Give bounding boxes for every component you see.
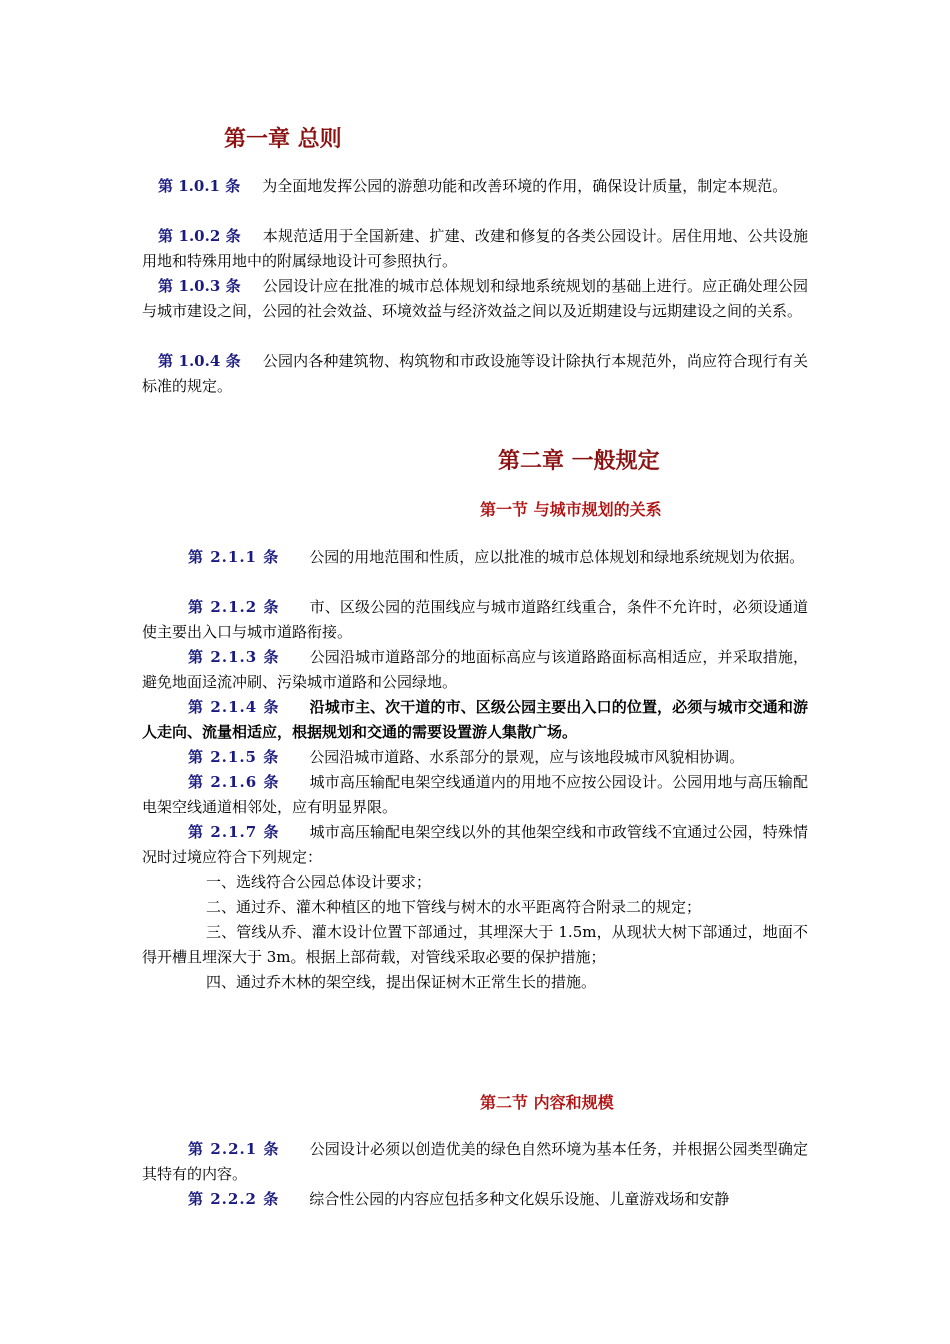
- article-text: 公园的用地范围和性质，应以批准的城市总体规划和绿地系统规划为依据。: [309, 548, 805, 566]
- article-number: 第 2.1.4 条: [188, 698, 280, 716]
- list-item: 三、管线从乔、灌木设计位置下部通过，其埋深大于 1.5m，从现状大树下部通过，地面不得开槽且埋深大于 3m。根据上部荷载，对管线采取必要的保护措施；: [142, 923, 808, 966]
- list-item: 一、选线符合公园总体设计要求；: [206, 873, 432, 891]
- article-number: 第 2.1.5 条: [188, 748, 280, 766]
- article-text: 沿城市主、次干道的市、区级公园主要出入口的位置，必须与城市交通和游人走向、流量相适应，根据规划和交通的需要设置游人集散广场。: [142, 698, 808, 741]
- article-text: 公园设计应在批准的城市总体规划和绿地系统规划的基础上进行。应正确处理公园与城市建设之间，公园的社会效益、环境效益与经济效益之间以及近期建设与远期建设之间的关系。: [142, 277, 808, 320]
- article-number: 第 1.0.2 条: [158, 227, 241, 245]
- article-1-0-4: [142, 349, 808, 399]
- article-text: 为全面地发挥公园的游憩功能和改善环境的作用，确保设计质量，制定本规范。: [262, 177, 788, 195]
- article-2-2-2: [142, 1187, 808, 1212]
- article-number: 第 1.0.1 条: [158, 177, 241, 195]
- article-text: 城市高压输配电架空线通道内的用地不应按公园设计。公园用地与高压输配电架空线通道相邻处，应有明显界限。: [142, 773, 808, 816]
- list-item: 四、通过乔木林的架空线，提出保证树木正常生长的措施。: [206, 973, 597, 991]
- article-2-1-3: [142, 645, 808, 695]
- article-text: 公园设计必须以创造优美的绿色自然环境为基本任务，并根据公园类型确定其特有的内容。: [142, 1140, 808, 1183]
- article-1-0-1: [142, 174, 808, 199]
- article-2-2-1: [142, 1137, 808, 1187]
- article-1-0-2: [142, 224, 808, 274]
- article-number: 第 2.1.2 条: [188, 598, 280, 616]
- article-text: 公园沿城市道路部分的地面标高应与该道路路面标高相适应，并采取措施，避免地面迳流冲刷、污染城市道路和公园绿地。: [142, 648, 808, 691]
- article-text: 城市高压输配电架空线以外的其他架空线和市政管线不宜通过公园，特殊情况时过境应符合下列规定：: [142, 823, 808, 866]
- article-text: 公园沿城市道路、水系部分的景观，应与该地段城市风貌相协调。: [309, 748, 745, 766]
- article-text: 本规范适用于全国新建、扩建、改建和修复的各类公园设计。居住用地、公共设施用地和特殊用地中的附属绿地设计可参照执行。: [142, 227, 808, 270]
- article-text: 综合性公园的内容应包括多种文化娱乐设施、儿童游戏场和安静: [309, 1190, 730, 1208]
- chapter-2-title: 第二章 一般规定: [498, 448, 660, 474]
- article-1-0-3: [142, 274, 808, 324]
- article-number: 第 2.1.1 条: [188, 548, 280, 566]
- article-number: 第 2.1.6 条: [188, 773, 280, 791]
- section-1-title: 第一节 与城市规划的关系: [480, 500, 662, 519]
- article-2-1-5: [142, 745, 808, 770]
- article-number: 第 2.1.7 条: [188, 823, 280, 841]
- article-2-1-6: [142, 770, 808, 820]
- article-text: 市、区级公园的范围线应与城市道路红线重合，条件不允许时，必须设通道使主要出入口与城市道路衔接。: [142, 598, 808, 641]
- article-2-1-1: [142, 545, 808, 570]
- section-2-title: 第二节 内容和规模: [480, 1093, 614, 1112]
- article-number: 第 2.1.3 条: [188, 648, 280, 666]
- article-number: 第 1.0.4 条: [158, 352, 241, 370]
- article-number: 第 2.2.2 条: [188, 1190, 280, 1208]
- list-item: 二、通过乔、灌木种植区的地下管线与树木的水平距离符合附录二的规定；: [206, 898, 702, 916]
- article-2-1-2: [142, 595, 808, 645]
- article-text: 公园内各种建筑物、构筑物和市政设施等设计除执行本规范外，尚应符合现行有关标准的规定。: [142, 352, 808, 395]
- article-number: 第 2.2.1 条: [188, 1140, 280, 1158]
- article-number: 第 1.0.3 条: [158, 277, 241, 295]
- chapter-1-title: 第一章 总则: [224, 126, 342, 152]
- article-2-1-4: [142, 695, 808, 745]
- article-2-1-7: [142, 820, 808, 870]
